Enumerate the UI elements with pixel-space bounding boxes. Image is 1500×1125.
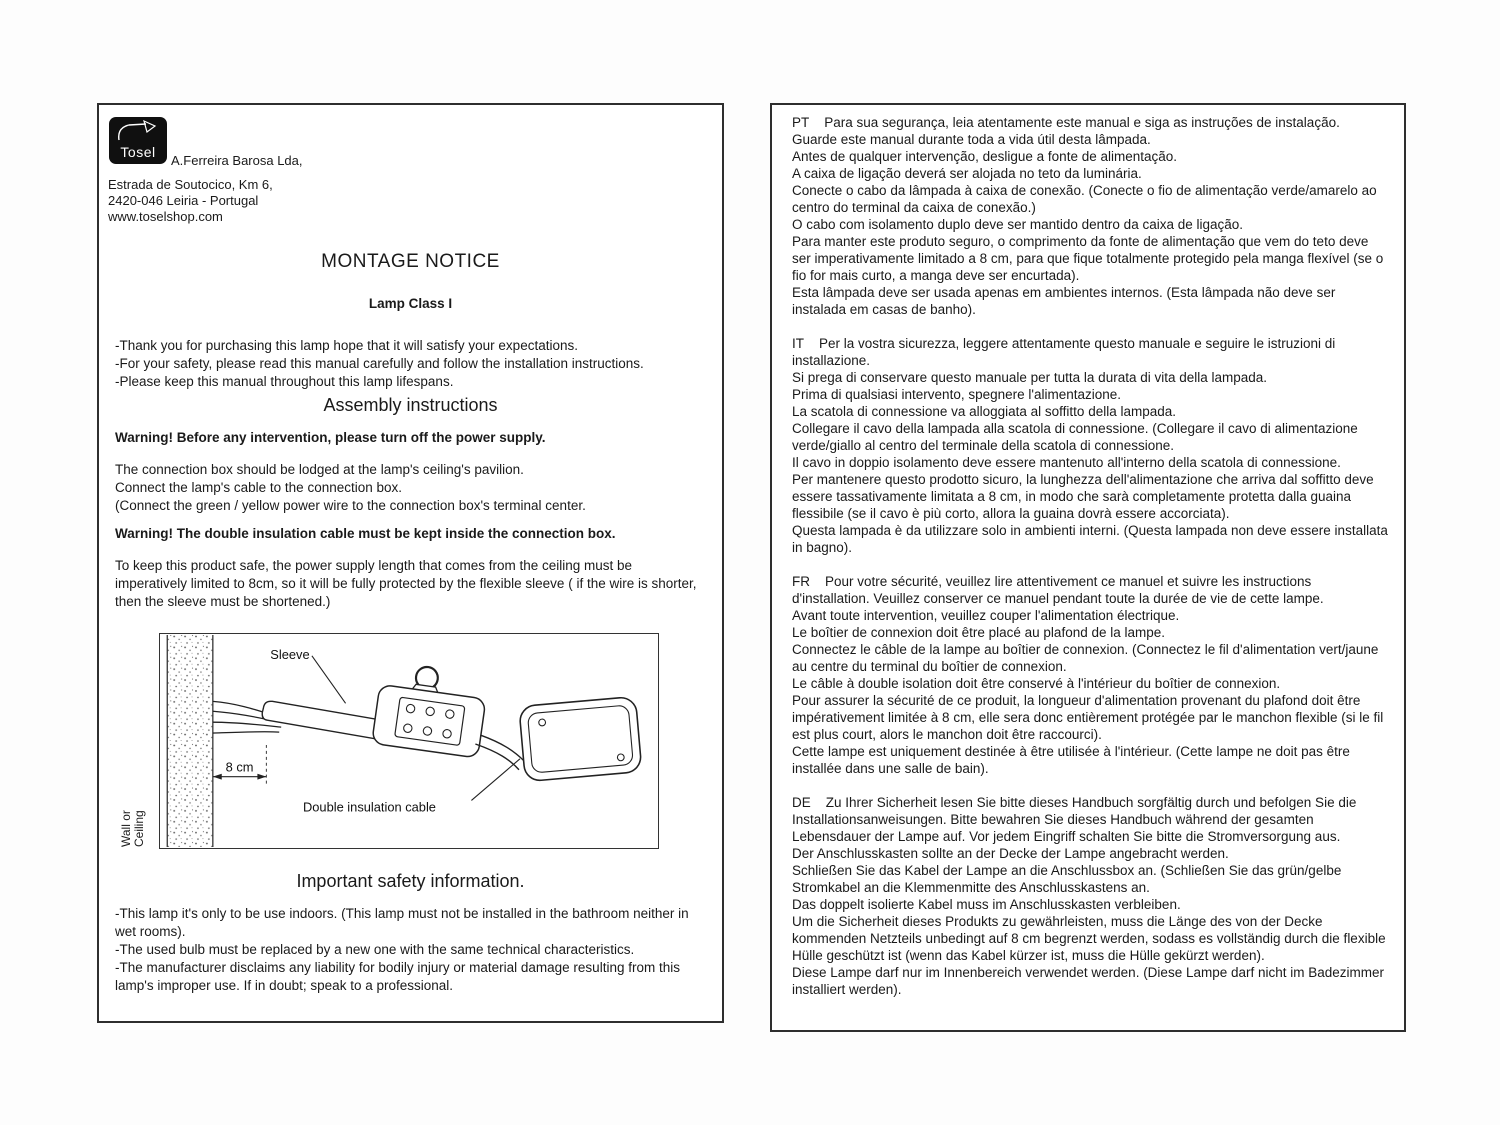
safety-paragraph: -This lamp it's only to be use indoors. (This lamp must not be installed in the bathroom neither in wet rooms). -The used bulb must be replaced by a new one with the same technical characteristics. -The manufacturer disclaims any liability for bodily injury or material damage resulting from this lamp's improper use. If in doubt; speak to a professional.	[115, 906, 689, 993]
section-french	[792, 573, 1389, 777]
page-translations	[770, 103, 1406, 1032]
warning-insulation: Warning! The double insulation cable must be kept inside the connection box.	[115, 526, 616, 541]
lamp-class-subtitle: Lamp Class I	[368, 296, 453, 311]
sleeve-label: Sleeve	[270, 646, 310, 662]
section-portuguese	[792, 114, 1389, 318]
address-line-2: 2420-046 Leiria - Portugal	[108, 193, 259, 208]
tosel-logo	[109, 117, 167, 164]
wall-ceiling-label: Wall or Ceiling	[119, 810, 146, 847]
lang-code-fr: FR	[792, 574, 810, 589]
sleeve-paragraph: To keep this product safe, the power supply length that comes from the ceiling must be imperatively limited to 8cm, so it will be fully protected by the flexible sleeve ( if the wire is shorter, then the sleeve must be shortened.)	[115, 558, 697, 609]
page-english	[97, 103, 724, 1023]
assembly-steps: The connection box should be lodged at the lamp's ceiling's pavilion. Connect the lamp's cable to the connection box. (Connect the green / yellow power wire to the connection box's terminal center.	[115, 462, 586, 513]
sleeve-pointer-line	[312, 656, 346, 704]
company-name: A.Ferreira Barosa Lda,	[171, 153, 303, 168]
logo-text: Tosel	[120, 144, 156, 160]
assembly-heading: Assembly instructions	[323, 395, 498, 415]
intro-paragraph: -Thank you for purchasing this lamp hope that it will satisfy your expectations. -For your safety, please read this manual carefully and follow the installation instructions. -Please keep this manual throughout this lamp lifespans.	[115, 338, 644, 389]
assembly-diagram	[99, 633, 724, 849]
dimension-label: 8 cm	[225, 759, 254, 775]
wall-section	[167, 635, 213, 847]
lang-text-de: Zu Ihrer Sicherheit lesen Sie bitte dieses Handbuch sorgfältig durch und befolgen Sie die Installationsanweisungen. Bitte bewahren Sie dieses Handbuch während der gesamten Lebensdauer der Lampe auf. Vor jedem Eingriff schalten Sie bitte die Stromversorgung aus. Der Anschlusskasten sollte an der Decke der Lampe angebracht werden. Schließen Sie das Kabel der Lampe an die Anschlussbox an. (Schließen Sie das grün/gelbe Stromkabel an die Klemmenmitte des Anschlusskastens an. Das doppelt isolierte Kabel muss im Anschlusskasten verbleiben. Um die Sicherheit dieses Produkts zu gewährleisten, muss die Länge des von der Decke kommenden Netzteils unbedingt auf 8 cm begrenzt werden, sodass es vollständig durch die flexible Hülle geschützt ist (wenn das Kabel kürzer ist, muss die Hülle gekürzt werden). Diese Lampe darf nur im Innenbereich verwendet werden. (Diese Lampe darf nicht im Badezimmer installiert werden).	[792, 795, 1386, 997]
website-url: www.toselshop.com	[108, 209, 223, 224]
section-italian	[792, 335, 1389, 556]
insulated-cable	[475, 735, 524, 770]
cover-plate	[519, 696, 642, 781]
warning-power-supply: Warning! Before any intervention, please turn off the power supply.	[115, 430, 546, 445]
lang-text-it: Per la vostra sicurezza, leggere attentamente questo manuale e seguire le istruzioni di installazione. Si prega di conservare questo manuale per tutta la durata di vita della lampada. Prima di qualsiasi intervento, spegnere l'alimentazione. La scatola di connessione va alloggiata al soffitto della lampada. Collegare il cavo della lampada alla scatola di connessione. (Collegare il cavo di alimentazione verde/giallo al centro del terminale della scatola di connessione. Il cavo in doppio isolamento deve essere mantenuto all'interno della scatola di connessione. Per mantenere questo prodotto sicuro, la lunghezza dell'alimentazione che arriva dal soffitto deve essere tassativamente limitata a 8 cm, in modo che sarà completamente protetta dalla guaina flessibile (se il cavo è più corto, allora la guaina dovrà essere accorciata). Questa lampada è da utilizzare solo in ambienti interni. (Questa lampada non deve essere installata in bagno).	[792, 336, 1388, 555]
cable-label: Double insulation cable	[302, 799, 436, 815]
lang-code-pt: PT	[792, 115, 810, 130]
diagram-illustration	[159, 633, 659, 849]
lang-text-fr: Pour votre sécurité, veuillez lire attentivement ce manuel et suivre les instructions d'installation. Veuillez conserver ce manuel pendant toute la durée de vie de cette lampe. Avant toute intervention, veuillez couper l'alimentation électrique. Le boîtier de connexion doit être placé au plafond de la lampe. Connectez le câble de la lampe au boîtier de connexion. (Connectez le fil d'alimentation vert/jaune au centre du terminal du boîtier de connexion. Le câble à double isolation doit être conservé à l'intérieur du boîtier de connexion. Pour assurer la sécurité de ce produit, la longueur d'alimentation provenant du plafond doit être impérativement limitée à 8 cm, elle sera donc entièrement protégée par le manchon flexible (si le fil est plus court, alors le manchon doit être raccourci). Cette lampe est uniquement destinée à être utilisée à l'intérieur. (Cette lampe ne doit pas être installée dans une salle de bain).	[792, 574, 1384, 776]
section-german	[792, 794, 1389, 998]
lamp-icon	[115, 120, 161, 142]
safety-heading: Important safety information.	[296, 871, 525, 891]
lang-text-pt: Para sua segurança, leia atentamente este manual e siga as instruções de instalação. Guarde este manual durante toda a vida útil desta lâmpada. Antes de qualquer intervenção, desligue a fonte de alimentação. A caixa de ligação deverá ser alojada no teto da luminária. Conecte o cabo da lâmpada à caixa de conexão. (Conecte o fio de alimentação verde/amarelo ao centro do terminal da caixa de conexão.) O cabo com isolamento duplo deve ser mantido dentro da caixa de ligação. Para manter este produto seguro, o comprimento da fonte de alimentação que vem do teto deve ser imperativamente limitado a 8 cm, para que fique totalmente protegido pela manga flexível (se o fio for mais curto, a manga deve ser encurtada). Esta lâmpada deve ser usada apenas em ambientes internos. (Esta lâmpada não deve ser instalada em casas de banho).	[792, 115, 1384, 317]
page-title: MONTAGE NOTICE	[321, 251, 500, 272]
lang-code-de: DE	[792, 795, 811, 810]
cable-pointer-line	[471, 759, 520, 801]
address-line-1: Estrada de Soutocico, Km 6,	[108, 177, 273, 192]
connection-box	[372, 661, 490, 758]
lang-code-it: IT	[792, 336, 804, 351]
